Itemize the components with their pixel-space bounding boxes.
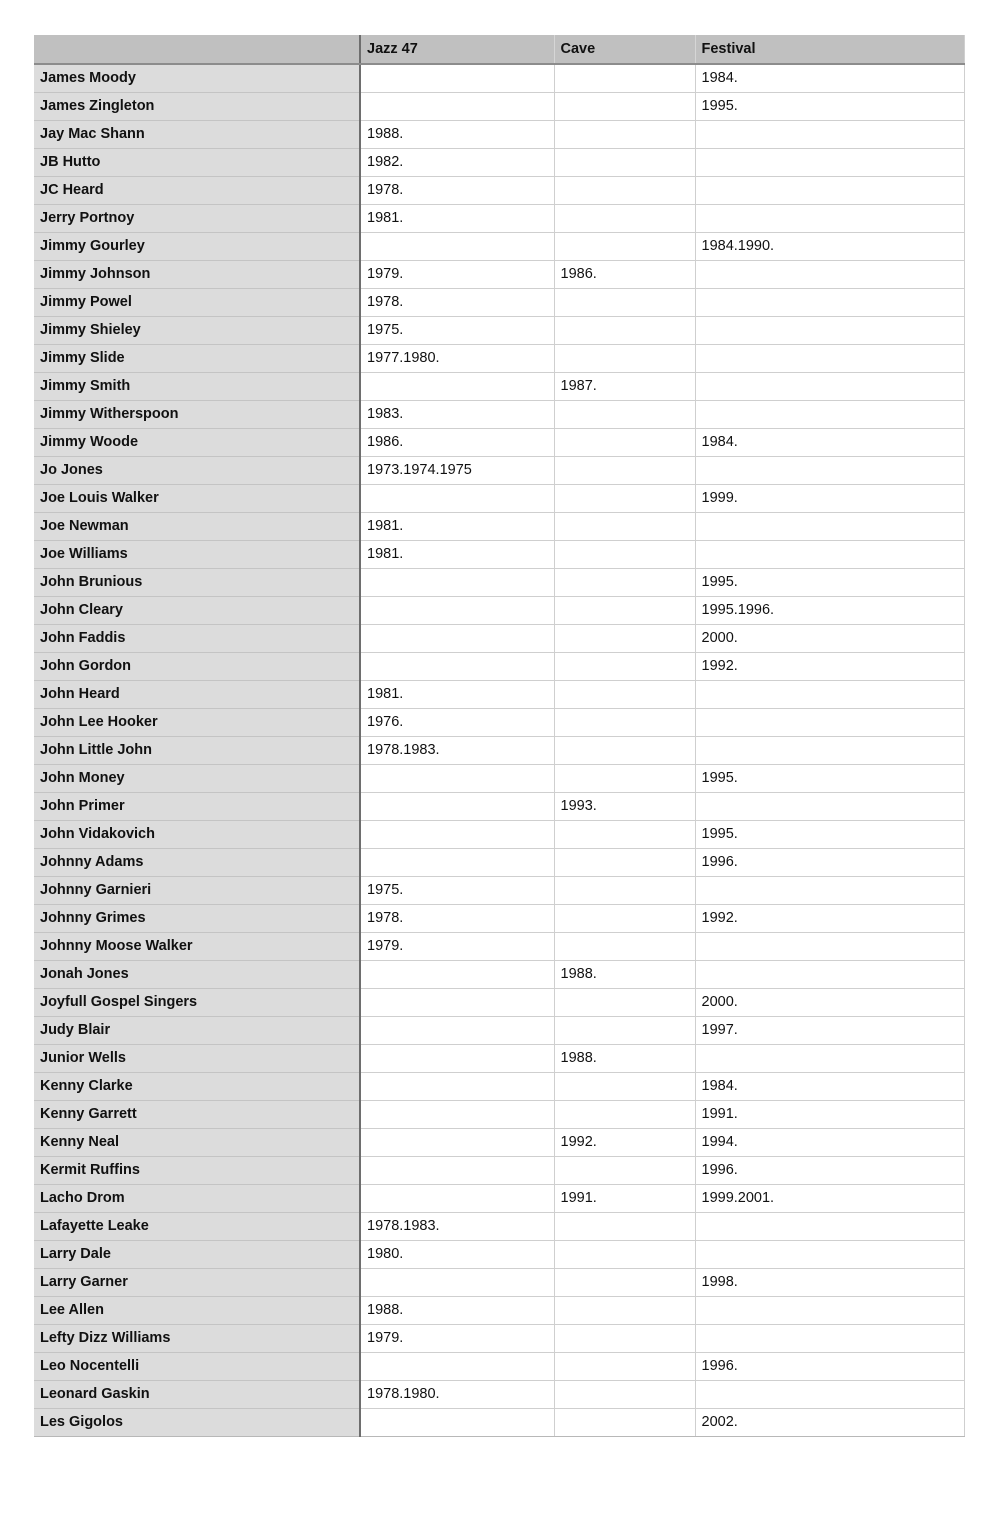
column-header-jazz47[interactable]: Jazz 47 <box>360 35 554 64</box>
spreadsheet-table-container <box>34 35 964 1437</box>
jazz47-cell[interactable] <box>360 1184 554 1212</box>
row-header-cell[interactable]: Lefty Dizz Williams <box>34 1324 360 1352</box>
cave-cell[interactable] <box>554 680 695 708</box>
table-row <box>34 1128 964 1156</box>
festival-cell[interactable] <box>695 1324 964 1352</box>
jazz47-cell[interactable] <box>360 484 554 512</box>
table-row <box>34 1324 964 1352</box>
festival-cell[interactable]: 1996. <box>695 1156 964 1184</box>
table-row <box>34 1240 964 1268</box>
jazz47-cell[interactable]: 1978.1980. <box>360 1380 554 1408</box>
festival-cell[interactable]: 2002. <box>695 1408 964 1436</box>
table-row <box>34 1044 964 1072</box>
cave-cell[interactable] <box>554 344 695 372</box>
table-row <box>34 428 964 456</box>
table-row <box>34 1408 964 1436</box>
table-row <box>34 1016 964 1044</box>
table-row <box>34 596 964 624</box>
cave-cell[interactable] <box>554 820 695 848</box>
festival-cell[interactable] <box>695 176 964 204</box>
jazz47-cell[interactable]: 1978.1983. <box>360 1212 554 1240</box>
cave-cell[interactable] <box>554 1100 695 1128</box>
row-header-cell[interactable]: Kermit Ruffins <box>34 1156 360 1184</box>
cave-cell[interactable] <box>554 316 695 344</box>
table-row <box>34 148 964 176</box>
jazz47-cell[interactable]: 1978.1983. <box>360 736 554 764</box>
row-header-cell[interactable]: Lee Allen <box>34 1296 360 1324</box>
festival-cell[interactable]: 1992. <box>695 652 964 680</box>
table-row <box>34 316 964 344</box>
row-header-cell[interactable]: John Vidakovich <box>34 820 360 848</box>
cave-cell[interactable] <box>554 708 695 736</box>
festival-cell[interactable]: 1999.2001. <box>695 1184 964 1212</box>
festival-cell[interactable]: 1984.1990. <box>695 232 964 260</box>
festival-cell[interactable]: 1995.1996. <box>695 596 964 624</box>
row-header-cell[interactable]: Jimmy Shieley <box>34 316 360 344</box>
row-header-cell[interactable]: John Lee Hooker <box>34 708 360 736</box>
table-row <box>34 92 964 120</box>
jazz47-cell[interactable]: 1978. <box>360 176 554 204</box>
festival-cell[interactable] <box>695 260 964 288</box>
row-header-cell[interactable]: Johnny Grimes <box>34 904 360 932</box>
jazz47-cell[interactable] <box>360 232 554 260</box>
row-header-cell[interactable]: Larry Garner <box>34 1268 360 1296</box>
festival-cell[interactable]: 1998. <box>695 1268 964 1296</box>
jazz47-cell[interactable]: 1981. <box>360 204 554 232</box>
row-header-cell[interactable]: JB Hutto <box>34 148 360 176</box>
cave-cell[interactable] <box>554 848 695 876</box>
row-header-cell[interactable]: Jimmy Woode <box>34 428 360 456</box>
jazz47-cell[interactable]: 1979. <box>360 260 554 288</box>
jazz47-cell[interactable]: 1977.1980. <box>360 344 554 372</box>
cave-cell[interactable]: 1993. <box>554 792 695 820</box>
row-header-cell[interactable]: Jimmy Johnson <box>34 260 360 288</box>
row-header-cell[interactable]: John Gordon <box>34 652 360 680</box>
jazz47-cell[interactable] <box>360 1156 554 1184</box>
table-row <box>34 848 964 876</box>
cave-cell[interactable] <box>554 596 695 624</box>
jazz47-cell[interactable] <box>360 960 554 988</box>
festival-cell[interactable] <box>695 960 964 988</box>
festival-cell[interactable]: 1984. <box>695 1072 964 1100</box>
table-row <box>34 932 964 960</box>
cave-cell[interactable] <box>554 1268 695 1296</box>
festival-cell[interactable] <box>695 316 964 344</box>
table-row <box>34 176 964 204</box>
festival-cell[interactable] <box>695 708 964 736</box>
cave-cell[interactable]: 1988. <box>554 1044 695 1072</box>
row-header-cell[interactable]: Leonard Gaskin <box>34 1380 360 1408</box>
jazz47-cell[interactable] <box>360 624 554 652</box>
jazz47-cell[interactable]: 1981. <box>360 512 554 540</box>
corner-header-cell[interactable] <box>34 35 360 64</box>
festival-cell[interactable]: 1994. <box>695 1128 964 1156</box>
cave-cell[interactable] <box>554 484 695 512</box>
row-header-cell[interactable]: John Heard <box>34 680 360 708</box>
table-row <box>34 204 964 232</box>
table-row <box>34 1184 964 1212</box>
cave-cell[interactable] <box>554 652 695 680</box>
row-header-cell[interactable]: Jay Mac Shann <box>34 120 360 148</box>
festival-cell[interactable]: 1992. <box>695 904 964 932</box>
row-header-cell[interactable]: Jimmy Smith <box>34 372 360 400</box>
cave-cell[interactable] <box>554 204 695 232</box>
cave-cell[interactable] <box>554 1016 695 1044</box>
cave-cell[interactable] <box>554 736 695 764</box>
row-header-cell[interactable]: Jimmy Slide <box>34 344 360 372</box>
row-header-cell[interactable]: Joe Williams <box>34 540 360 568</box>
table-row <box>34 540 964 568</box>
table-row <box>34 512 964 540</box>
jazz47-cell[interactable] <box>360 1016 554 1044</box>
row-header-cell[interactable]: JC Heard <box>34 176 360 204</box>
festival-cell[interactable] <box>695 288 964 316</box>
jazz47-cell[interactable] <box>360 1072 554 1100</box>
table-row <box>34 260 964 288</box>
row-header-cell[interactable]: Les Gigolos <box>34 1408 360 1436</box>
table-row <box>34 1072 964 1100</box>
table-row <box>34 1352 964 1380</box>
row-header-cell[interactable]: Jonah Jones <box>34 960 360 988</box>
row-header-cell[interactable]: John Faddis <box>34 624 360 652</box>
table-row <box>34 792 964 820</box>
cave-cell[interactable]: 1986. <box>554 260 695 288</box>
festival-cell[interactable]: 1995. <box>695 92 964 120</box>
jazz47-cell[interactable]: 1978. <box>360 904 554 932</box>
table-row <box>34 344 964 372</box>
table-row <box>34 736 964 764</box>
table-row <box>34 680 964 708</box>
festival-cell[interactable]: 2000. <box>695 624 964 652</box>
table-row <box>34 568 964 596</box>
row-header-cell[interactable]: Judy Blair <box>34 1016 360 1044</box>
cave-cell[interactable]: 1987. <box>554 372 695 400</box>
festival-cell[interactable] <box>695 736 964 764</box>
jazz47-cell[interactable] <box>360 568 554 596</box>
cave-cell[interactable]: 1992. <box>554 1128 695 1156</box>
festival-cell[interactable] <box>695 680 964 708</box>
festival-cell[interactable]: 1996. <box>695 848 964 876</box>
header-row <box>34 35 964 64</box>
jazz47-cell[interactable] <box>360 848 554 876</box>
row-header-cell[interactable]: James Moody <box>34 64 360 92</box>
cave-cell[interactable] <box>554 1212 695 1240</box>
column-header-festival[interactable]: Festival <box>695 35 964 64</box>
cave-cell[interactable] <box>554 540 695 568</box>
table-row <box>34 820 964 848</box>
festival-cell[interactable] <box>695 1380 964 1408</box>
jazz47-cell[interactable]: 1981. <box>360 540 554 568</box>
table-row <box>34 876 964 904</box>
jazz47-cell[interactable] <box>360 1352 554 1380</box>
row-header-cell[interactable]: Johnny Garnieri <box>34 876 360 904</box>
cave-cell[interactable] <box>554 876 695 904</box>
festival-cell[interactable] <box>695 120 964 148</box>
cave-cell[interactable] <box>554 512 695 540</box>
cave-cell[interactable] <box>554 92 695 120</box>
row-header-cell[interactable]: Kenny Clarke <box>34 1072 360 1100</box>
row-header-cell[interactable]: Junior Wells <box>34 1044 360 1072</box>
row-header-cell[interactable]: Jimmy Powel <box>34 288 360 316</box>
cave-cell[interactable] <box>554 1408 695 1436</box>
cave-cell[interactable]: 1991. <box>554 1184 695 1212</box>
cave-cell[interactable] <box>554 1240 695 1268</box>
jazz47-cell[interactable]: 1986. <box>360 428 554 456</box>
jazz47-cell[interactable] <box>360 596 554 624</box>
table-row <box>34 764 964 792</box>
column-header-cave[interactable]: Cave <box>554 35 695 64</box>
festival-cell[interactable] <box>695 540 964 568</box>
cave-cell[interactable] <box>554 1072 695 1100</box>
festival-cell[interactable] <box>695 456 964 484</box>
festival-cell[interactable] <box>695 148 964 176</box>
cave-cell[interactable] <box>554 764 695 792</box>
jazz47-cell[interactable] <box>360 1128 554 1156</box>
jazz47-cell[interactable]: 1988. <box>360 1296 554 1324</box>
festival-cell[interactable] <box>695 1044 964 1072</box>
jazz47-cell[interactable]: 1983. <box>360 400 554 428</box>
cave-cell[interactable] <box>554 568 695 596</box>
jazz47-cell[interactable]: 1975. <box>360 876 554 904</box>
cave-cell[interactable] <box>554 148 695 176</box>
table-row <box>34 400 964 428</box>
festival-cell[interactable] <box>695 372 964 400</box>
cave-cell[interactable] <box>554 1296 695 1324</box>
festival-cell[interactable] <box>695 1212 964 1240</box>
row-header-cell[interactable]: James Zingleton <box>34 92 360 120</box>
festival-cell[interactable]: 1997. <box>695 1016 964 1044</box>
festival-cell[interactable] <box>695 400 964 428</box>
jazz47-cell[interactable] <box>360 1408 554 1436</box>
table-row <box>34 708 964 736</box>
festival-cell[interactable] <box>695 1240 964 1268</box>
row-header-cell[interactable]: Joe Louis Walker <box>34 484 360 512</box>
table-row <box>34 232 964 260</box>
cave-cell[interactable] <box>554 1352 695 1380</box>
table-row <box>34 624 964 652</box>
festival-cell[interactable] <box>695 204 964 232</box>
row-header-cell[interactable]: Kenny Neal <box>34 1128 360 1156</box>
table-row <box>34 988 964 1016</box>
jazz47-cell[interactable] <box>360 1100 554 1128</box>
festival-cell[interactable]: 1984. <box>695 428 964 456</box>
jazz47-cell[interactable]: 1988. <box>360 120 554 148</box>
festival-cell[interactable]: 1999. <box>695 484 964 512</box>
jazz47-cell[interactable]: 1979. <box>360 932 554 960</box>
cave-cell[interactable] <box>554 288 695 316</box>
table-row <box>34 1296 964 1324</box>
cave-cell[interactable] <box>554 624 695 652</box>
festival-cell[interactable]: 1995. <box>695 820 964 848</box>
cave-cell[interactable] <box>554 176 695 204</box>
jazz47-cell[interactable] <box>360 372 554 400</box>
festival-cell[interactable]: 1995. <box>695 764 964 792</box>
row-header-cell[interactable]: Jo Jones <box>34 456 360 484</box>
row-header-cell[interactable]: John Little John <box>34 736 360 764</box>
table-row <box>34 484 964 512</box>
festival-cell[interactable]: 1995. <box>695 568 964 596</box>
row-header-cell[interactable]: Lafayette Leake <box>34 1212 360 1240</box>
table-row <box>34 64 964 92</box>
table-row <box>34 1268 964 1296</box>
table-row <box>34 1212 964 1240</box>
festival-cell[interactable]: 1991. <box>695 1100 964 1128</box>
jazz47-cell[interactable] <box>360 820 554 848</box>
row-header-cell[interactable]: Johnny Moose Walker <box>34 932 360 960</box>
jazz47-cell[interactable] <box>360 764 554 792</box>
jazz47-cell[interactable] <box>360 64 554 92</box>
table-row <box>34 652 964 680</box>
jazz47-cell[interactable]: 1979. <box>360 1324 554 1352</box>
table-row <box>34 120 964 148</box>
jazz47-cell[interactable]: 1976. <box>360 708 554 736</box>
table-row <box>34 288 964 316</box>
jazz47-cell[interactable]: 1982. <box>360 148 554 176</box>
cave-cell[interactable] <box>554 1380 695 1408</box>
jazz47-cell[interactable]: 1978. <box>360 288 554 316</box>
cave-cell[interactable] <box>554 456 695 484</box>
row-header-cell[interactable]: John Cleary <box>34 596 360 624</box>
cave-cell[interactable] <box>554 1324 695 1352</box>
festival-cell[interactable] <box>695 876 964 904</box>
jazz47-cell[interactable] <box>360 1044 554 1072</box>
jazz47-cell[interactable]: 1981. <box>360 680 554 708</box>
festival-cell[interactable] <box>695 344 964 372</box>
spreadsheet-table <box>34 35 965 1437</box>
table-row <box>34 904 964 932</box>
table-body <box>34 64 964 1436</box>
jazz47-cell[interactable] <box>360 652 554 680</box>
row-header-cell[interactable]: Jimmy Gourley <box>34 232 360 260</box>
cave-cell[interactable] <box>554 232 695 260</box>
cave-cell[interactable] <box>554 988 695 1016</box>
cave-cell[interactable] <box>554 120 695 148</box>
jazz47-cell[interactable]: 1973.1974.1975 <box>360 456 554 484</box>
row-header-cell[interactable]: John Primer <box>34 792 360 820</box>
row-header-cell[interactable]: Jimmy Witherspoon <box>34 400 360 428</box>
jazz47-cell[interactable] <box>360 988 554 1016</box>
cave-cell[interactable] <box>554 64 695 92</box>
row-header-cell[interactable]: John Brunious <box>34 568 360 596</box>
row-header-cell[interactable]: Johnny Adams <box>34 848 360 876</box>
jazz47-cell[interactable] <box>360 1268 554 1296</box>
cave-cell[interactable] <box>554 400 695 428</box>
festival-cell[interactable] <box>695 1296 964 1324</box>
row-header-cell[interactable]: Jerry Portnoy <box>34 204 360 232</box>
table-row <box>34 1380 964 1408</box>
table-row <box>34 372 964 400</box>
cave-cell[interactable] <box>554 1156 695 1184</box>
row-header-cell[interactable]: Larry Dale <box>34 1240 360 1268</box>
jazz47-cell[interactable] <box>360 792 554 820</box>
jazz47-cell[interactable]: 1975. <box>360 316 554 344</box>
table-row <box>34 1100 964 1128</box>
row-header-cell[interactable]: John Money <box>34 764 360 792</box>
cave-cell[interactable]: 1988. <box>554 960 695 988</box>
cave-cell[interactable] <box>554 428 695 456</box>
cave-cell[interactable] <box>554 904 695 932</box>
row-header-cell[interactable]: Leo Nocentelli <box>34 1352 360 1380</box>
row-header-cell[interactable]: Joyfull Gospel Singers <box>34 988 360 1016</box>
festival-cell[interactable]: 1996. <box>695 1352 964 1380</box>
festival-cell[interactable] <box>695 932 964 960</box>
festival-cell[interactable] <box>695 512 964 540</box>
jazz47-cell[interactable]: 1980. <box>360 1240 554 1268</box>
cave-cell[interactable] <box>554 932 695 960</box>
table-row <box>34 960 964 988</box>
row-header-cell[interactable]: Kenny Garrett <box>34 1100 360 1128</box>
table-row <box>34 456 964 484</box>
row-header-cell[interactable]: Joe Newman <box>34 512 360 540</box>
festival-cell[interactable]: 1984. <box>695 64 964 92</box>
festival-cell[interactable] <box>695 792 964 820</box>
table-row <box>34 1156 964 1184</box>
jazz47-cell[interactable] <box>360 92 554 120</box>
festival-cell[interactable]: 2000. <box>695 988 964 1016</box>
row-header-cell[interactable]: Lacho Drom <box>34 1184 360 1212</box>
